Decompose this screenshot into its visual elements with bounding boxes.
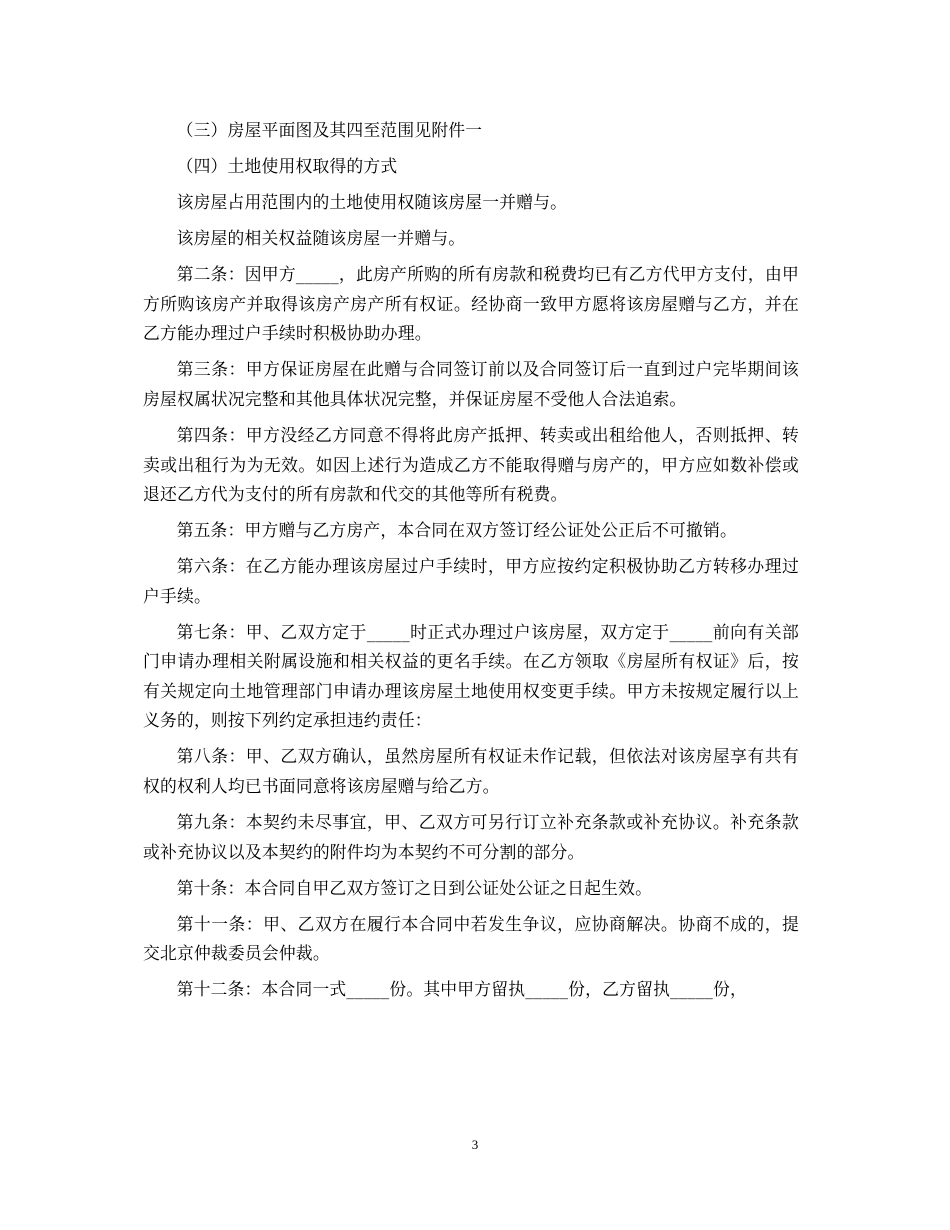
paragraph-article-8: 第八条：甲、乙双方确认，虽然房屋所有权证未作记载，但依法对该房屋享有共有权的权利人均已书面同意将该房屋赠与给乙方。 xyxy=(143,746,799,796)
paragraph-article-12: 第十二条：本合同一式_____份。其中甲方留执_____份，乙方留执_____份， xyxy=(176,979,747,1000)
paragraph-article-6: 第六条：在乙方能办理该房屋过户手续时，甲方应按约定积极协助乙方转移办理过户手续。 xyxy=(143,556,799,606)
paragraph-article-9: 第九条：本契约未尽事宜，甲、乙双方可另行订立补充条款或补充协议。补充条款或补充协议以及本契约的附件均为本契约不可分割的部分。 xyxy=(143,812,799,862)
paragraph-land-use-gift: 该房屋占用范围内的土地使用权随该房屋一并赠与。 xyxy=(176,192,568,213)
paragraph-article-7: 第七条：甲、乙双方定于_____时正式办理过户该房屋，双方定于_____前向有关部门申请办理相关附属设施和相关权益的更名手续。在乙方领取《房屋所有权证》后，按有关规定向土地管理部门申请办理该房屋土地使用权变更手续。甲方未按规定履行以上义务的，则按下列约定承担违约责任： xyxy=(143,621,799,731)
paragraph-related-rights-gift: 该房屋的相关权益随该房屋一并赠与。 xyxy=(176,228,466,249)
paragraph-article-11: 第十一条：甲、乙双方在履行本合同中若发生争议，应协商解决。协商不成的，提交北京仲裁委员会仲裁。 xyxy=(143,913,799,964)
paragraph-section-4-land-use: （四）土地使用权取得的方式 xyxy=(176,156,398,177)
paragraph-article-5: 第五条：甲方赠与乙方房产，本合同在双方签订经公证处公正后不可撤销。 xyxy=(176,520,737,541)
paragraph-article-4: 第四条：甲方没经乙方同意不得将此房产抵押、转卖或出租给他人，否则抵押、转卖或出租行为为无效。如因上述行为造成乙方不能取得赠与房产的，甲方应如数补偿或退还乙方代为支付的所有房款和代交的其他等所有税费。 xyxy=(143,425,799,505)
document-body xyxy=(143,116,799,1011)
paragraph-article-2: 第二条：因甲方_____，此房产所购的所有房款和税费均已有乙方代甲方支付，由甲方所购该房产并取得该房产房产所有权证。经协商一致甲方愿将该房屋赠与乙方，并在乙方能办理过户手续时积极协助办理。 xyxy=(143,264,799,344)
paragraph-article-3: 第三条：甲方保证房屋在此赠与合同签订前以及合同签订后一直到过户完毕期间该房屋权属状况完整和其他具体状况完整，并保证房屋不受他人合法追索。 xyxy=(143,359,799,409)
paragraph-section-3-floor-plan: （三）房屋平面图及其四至范围见附件一 xyxy=(176,120,483,140)
page-number: 3 xyxy=(471,1137,479,1152)
paragraph-article-10: 第十条：本合同自甲乙双方签订之日到公证处公证之日起生效。 xyxy=(176,877,653,898)
